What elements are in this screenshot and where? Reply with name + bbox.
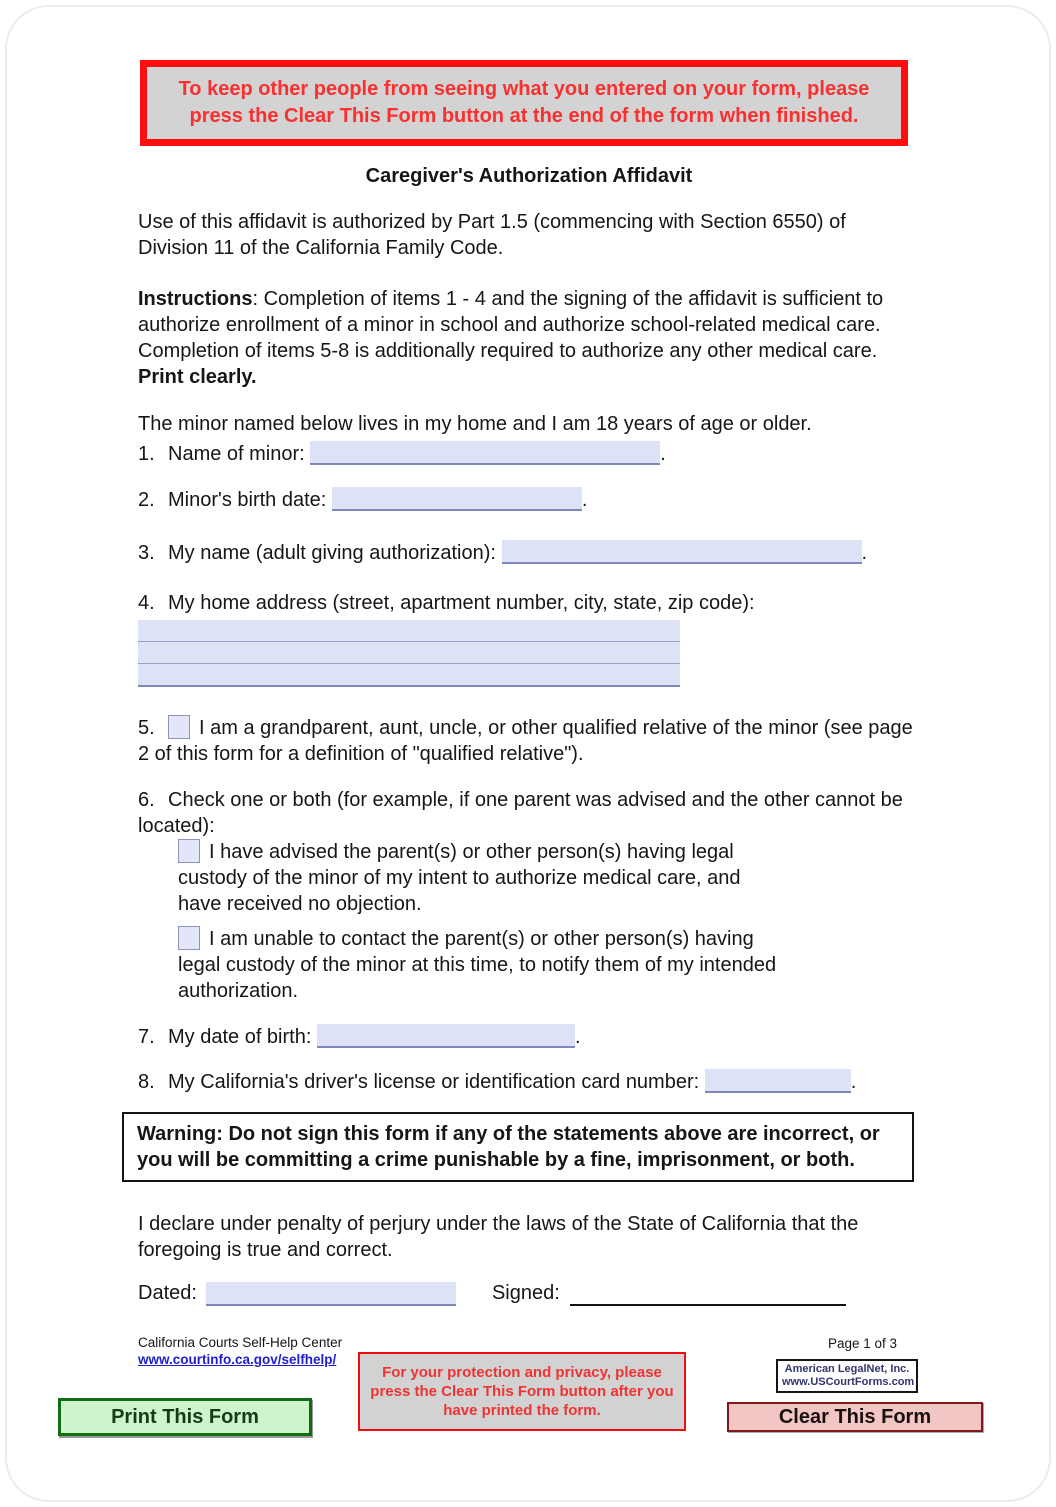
item-5-number: 5. (138, 717, 155, 739)
dated-label: Dated: (138, 1282, 197, 1304)
my-birthdate-field[interactable] (317, 1024, 575, 1048)
instructions-label: Instructions (138, 288, 253, 310)
item-1-row (138, 441, 920, 467)
instructions-body: : Completion of items 1 - 4 and the signing of the affidavit is sufficient to authorize enrollment of a minor in school and authorize school-related medical care. Completion of items 5-8 is additionally required to authorize any other medical care. (138, 288, 884, 362)
item-3-label: My name (adult giving authorization): (168, 542, 496, 564)
item-7-number: 7. (138, 1026, 155, 1048)
item-3-row (138, 540, 920, 566)
item-4-label: My home address (street, apartment number, city, state, zip code): (168, 592, 755, 614)
item-3-suffix: . (861, 542, 868, 564)
item-4-number: 4. (138, 592, 155, 614)
declaration-paragraph: I declare under penalty of perjury under the laws of the State of California that the foregoing is true and correct. (138, 1213, 859, 1261)
unable-to-contact-checkbox[interactable] (178, 926, 200, 950)
item-6-option-1-text: I have advised the parent(s) or other person(s) having legal custody of the minor of my intent to authorize medical care, and have received no objection. (178, 841, 741, 915)
qualified-relative-checkbox[interactable] (168, 715, 190, 739)
item-1-suffix: . (660, 443, 666, 465)
instructions-emphasis: Print clearly. (138, 366, 257, 388)
footer-org-name: California Courts Self-Help Center (138, 1335, 343, 1350)
legalnet-line-2: www.USCourtForms.com (782, 1376, 915, 1388)
signature-line (570, 1280, 846, 1306)
item-6-number: 6. (138, 789, 155, 811)
item-2-row (138, 487, 920, 513)
privacy-note-text: For your protection and privacy, please press the Clear This Form button after you have printed the form. (370, 1364, 674, 1419)
item-6-option-2-text: I am unable to contact the parent(s) or other person(s) having legal custody of the minor at this time, to notify them of my intended authorization. (178, 928, 777, 1002)
adult-name-field[interactable] (502, 540, 862, 564)
clear-this-form-button[interactable]: Clear This Form (727, 1402, 983, 1432)
home-address-field[interactable] (138, 620, 680, 687)
page-title: Caregiver's Authorization Affidavit (365, 165, 693, 187)
print-this-form-button[interactable]: Print This Form (58, 1398, 312, 1436)
item-7-row (138, 1024, 920, 1050)
signature-row (138, 1280, 920, 1306)
privacy-note-box (358, 1352, 686, 1431)
item-6-option-1 (178, 839, 782, 917)
item-7-label: My date of birth: (168, 1026, 312, 1048)
dated-field[interactable] (206, 1282, 456, 1306)
page-number: Page 1 of 3 (828, 1336, 898, 1351)
warning-text: Warning: Do not sign this form if any of the statements above are incorrect, or you will be committing a crime punishable by a fine, imprisonment, or both. (137, 1123, 880, 1171)
item-5-row (138, 715, 920, 767)
item-5-text: I am a grandparent, aunt, uncle, or other qualified relative of the minor (see page 2 of this form for a definition of "qualified relative"). (138, 717, 913, 765)
minor-name-field[interactable] (310, 441, 660, 465)
item-2-suffix: . (581, 489, 588, 511)
legalnet-box (776, 1359, 918, 1393)
item-8-label: My California's driver's license or identification card number: (168, 1071, 700, 1093)
warning-box (122, 1112, 914, 1182)
item-6-row (138, 787, 920, 1004)
intro-paragraph: Use of this affidavit is authorized by Part 1.5 (commencing with Section 6550) of Division 11 of the California Family Code. (138, 211, 846, 259)
home-address-line-1[interactable] (138, 620, 680, 642)
form-body (138, 163, 920, 1306)
privacy-banner-text: To keep other people from seeing what you entered on your form, please press the Clear This Form button at the end of the form when finished. (178, 78, 870, 127)
item-8-suffix: . (850, 1071, 857, 1093)
minor-birthdate-field[interactable] (332, 487, 582, 511)
license-number-field[interactable] (705, 1069, 851, 1093)
privacy-banner (140, 60, 908, 146)
item-6-option-2 (178, 926, 782, 1004)
item-8-number: 8. (138, 1071, 155, 1093)
legalnet-line-1: American LegalNet, Inc. (784, 1363, 910, 1375)
signed-label: Signed: (491, 1282, 560, 1304)
item-4-row (138, 590, 920, 687)
item-6-text: Check one or both (for example, if one parent was advised and the other cannot be located): (138, 789, 903, 837)
item-1-label: Name of minor: (168, 443, 305, 465)
item-8-row (138, 1069, 920, 1095)
advised-parents-checkbox[interactable] (178, 839, 200, 863)
home-address-line-3[interactable] (138, 664, 680, 687)
selfhelp-link[interactable]: www.courtinfo.ca.gov/selfhelp/ (138, 1352, 337, 1367)
instructions-paragraph (138, 286, 920, 390)
item-2-number: 2. (138, 489, 155, 511)
item-3-number: 3. (138, 542, 155, 564)
lead-statement: The minor named below lives in my home and I am 18 years of age or older. (138, 413, 812, 435)
item-1-number: 1. (138, 443, 155, 465)
item-7-suffix: . (574, 1026, 581, 1048)
item-2-label: Minor's birth date: (168, 489, 327, 511)
home-address-line-2[interactable] (138, 642, 680, 664)
